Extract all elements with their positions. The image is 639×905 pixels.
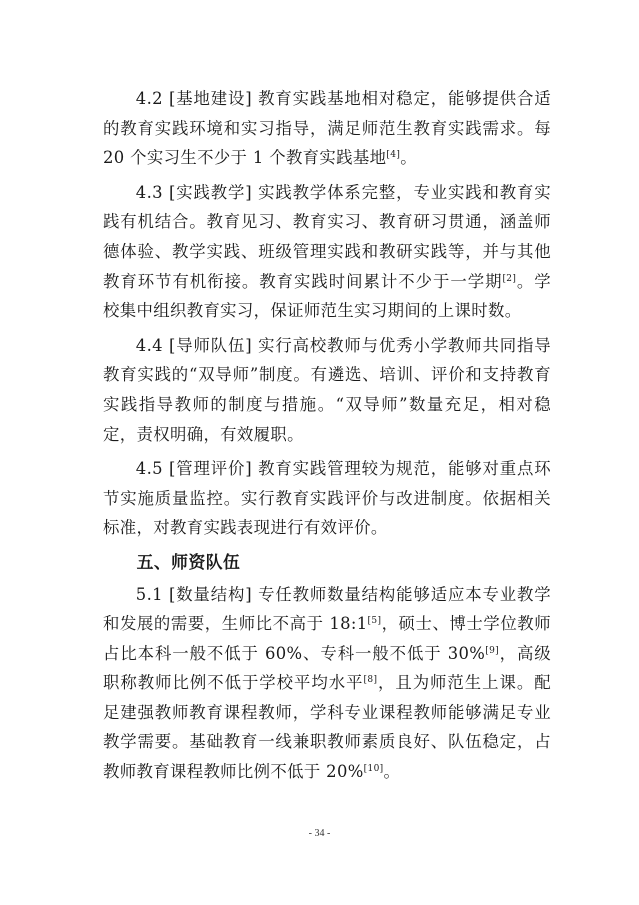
page-number: - 34 - <box>308 828 331 839</box>
paragraph-5-1-part5: 。 <box>383 762 401 782</box>
paragraph-5-1-part3: ，高级职称教师比例不低于学校平均水平 <box>103 643 552 693</box>
paragraph-4-2-text: 4.2 [基地建设] 教育实践基地相对稳定，能够提供合适的教育实践环境和实习指导，满足师范生教育实践需求。每 20 个实习生不少于 1 个教育实践基地 <box>103 89 551 168</box>
paragraph-4-3-end: 。学校集中组织教育实习，保证师范生实习期间的上课时数。 <box>103 271 551 321</box>
citation-ref: [2] <box>502 273 517 284</box>
citation-ref: [9] <box>485 645 500 656</box>
paragraph-4-2-end: 。 <box>400 148 417 168</box>
citation-ref: [4] <box>386 150 401 161</box>
paragraph-5-1 <box>103 580 551 787</box>
citation-ref: [8] <box>363 675 378 686</box>
section-heading: 五、师资队伍 <box>136 551 241 572</box>
paragraph-5-1-part1: 5.1 [数量结构] 专任教师数量结构能够适应本专业教学和发展的需要，生师比不高于 18:1 <box>103 584 551 634</box>
paragraph-5-1-part2: ，硕士、博士学位教师占比本科一般不低于 60%、专科一般不低于 30% <box>103 614 551 663</box>
citation-ref: [5] <box>367 616 382 627</box>
citation-ref: [10] <box>363 764 384 775</box>
paragraph-4-3-text: 4.3 [实践教学] 实践教学体系完整，专业实践和教育实践有机结合。教育见习、教育实习、教育研习贯通，涵盖师德体验、教学实践、班级管理实践和教研实践等，并与其他教育环节有机衔接。教育实践时间累计不少于一学期 <box>103 182 551 291</box>
paragraph-4-5: 4.5 [管理评价] 教育实践管理较为规范，能够对重点环节实施质量监控。实行教育实践评价与改进制度。依据相关标准，对教育实践表现进行有效评价。 <box>103 459 551 538</box>
paragraph-4-3 <box>103 178 551 326</box>
paragraph-4-2 <box>103 84 551 173</box>
paragraph-5-1-part4: ，且为师范生上课。配足建强教师教育课程教师，学科专业课程教师能够满足专业教学需要。基础教育一线兼职教师素质良好、队伍稳定，占教师教育课程教师比例不低于 20% <box>103 673 552 782</box>
document-body <box>103 84 551 792</box>
paragraph-4-4: 4.4 [导师队伍] 实行高校教师与优秀小学教师共同指导教育实践的“双导师”制度。有遴选、培训、评价和支持教育实践指导教师的制度与措施。“双导师”数量充足，相对稳定，责权明确，有效履职。 <box>103 335 551 444</box>
